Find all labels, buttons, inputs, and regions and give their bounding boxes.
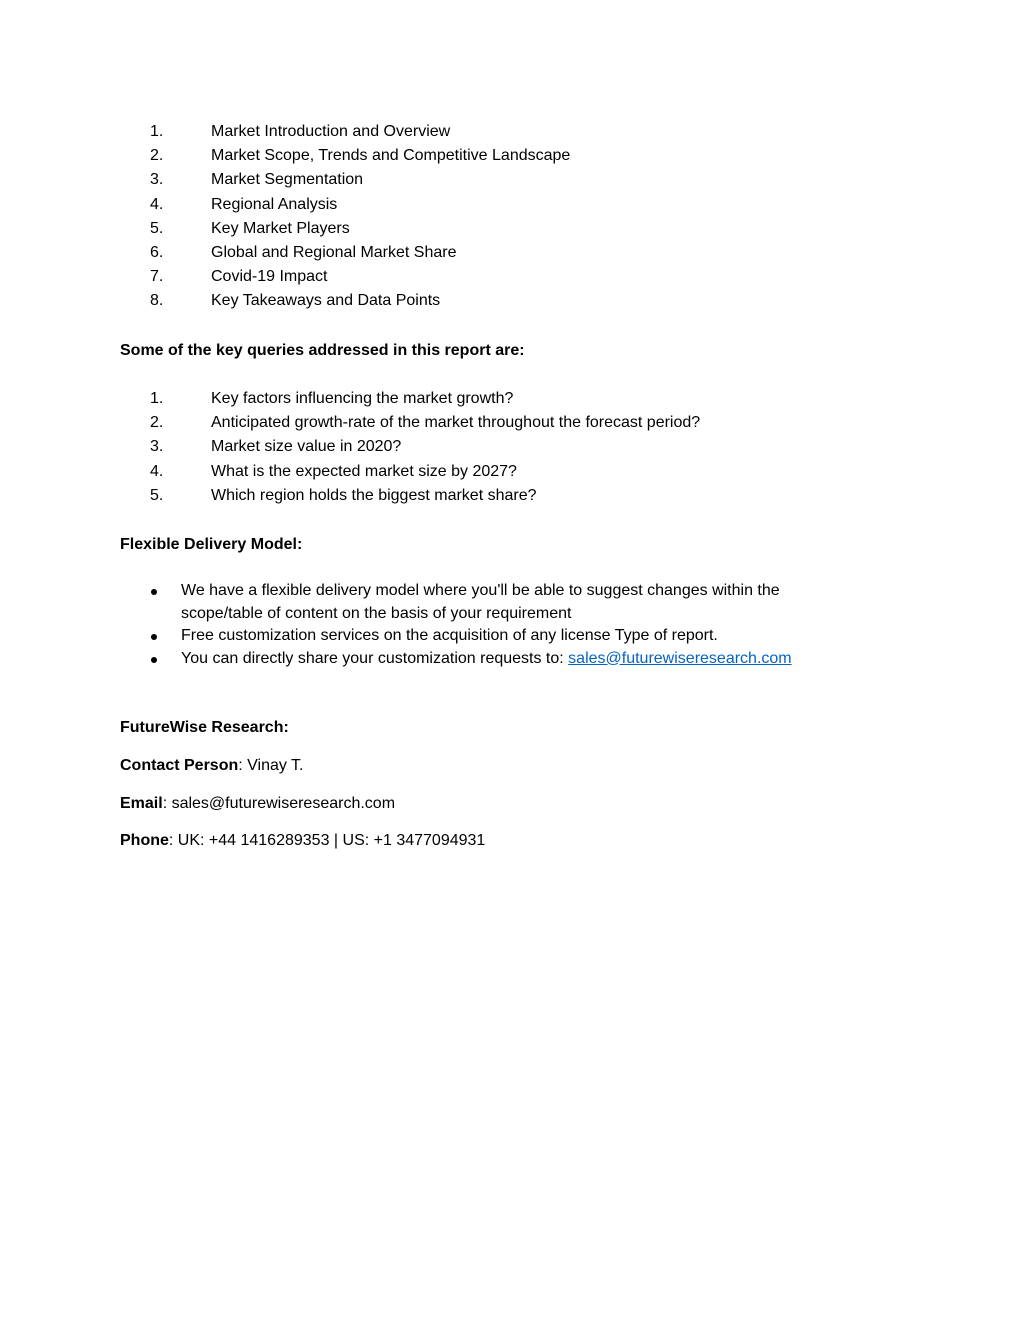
item-text: Market Introduction and Overview xyxy=(211,123,451,140)
item-number: 1. xyxy=(150,390,164,407)
item-text: Covid-19 Impact xyxy=(211,268,328,286)
item-text: Market size value in 2020? xyxy=(211,438,402,456)
item-text: Market Scope, Trends and Competitive Landscape xyxy=(211,147,571,165)
bullet-item xyxy=(0,580,831,625)
item-number: 1. xyxy=(150,123,164,140)
contact-person-label: Contact Person xyxy=(120,757,239,774)
email-label: Email xyxy=(120,795,163,812)
delivery-heading: Flexible Delivery Model: xyxy=(120,536,303,553)
item-number: 2. xyxy=(150,147,164,165)
list-item xyxy=(0,435,1024,459)
item-number: 3. xyxy=(150,438,164,456)
phone-value: : UK: +44 1416289353 | US: +1 3477094931 xyxy=(168,832,486,849)
item-text: Key Takeaways and Data Points xyxy=(211,292,441,310)
list-item xyxy=(0,387,1024,411)
phone-line xyxy=(120,829,485,853)
bullet-item xyxy=(0,648,831,671)
item-text: What is the expected market size by 2027? xyxy=(211,462,517,480)
item-number: 5. xyxy=(150,219,164,237)
queries-list xyxy=(0,387,1024,508)
contact-person-line xyxy=(120,754,303,778)
list-item xyxy=(0,265,1024,289)
bullet-item xyxy=(0,625,831,648)
item-number: 2. xyxy=(150,414,164,432)
item-text: Key Market Players xyxy=(211,219,350,237)
bullet-icon xyxy=(151,589,157,595)
queries-heading: Some of the key queries addressed in this report are: xyxy=(120,342,525,359)
item-text: Global and Regional Market Share xyxy=(211,243,457,261)
list-item xyxy=(0,241,1024,265)
list-item xyxy=(0,193,1024,217)
contact-person-value: : Vinay T. xyxy=(238,757,304,774)
item-number: 5. xyxy=(150,486,164,504)
item-text: Anticipated growth-rate of the market throughout the forecast period? xyxy=(211,414,701,432)
delivery-bullet-list xyxy=(0,580,1024,670)
list-item xyxy=(0,168,1024,192)
list-item xyxy=(0,484,1024,508)
bullet-icon xyxy=(151,634,157,640)
item-text: Key factors influencing the market growth? xyxy=(211,390,514,407)
item-text: Regional Analysis xyxy=(211,195,338,213)
list-item xyxy=(0,120,1024,144)
bullet-icon xyxy=(151,657,157,663)
list-item xyxy=(0,289,1024,313)
list-item xyxy=(0,217,1024,241)
item-text: Which region holds the biggest market share? xyxy=(211,486,537,504)
company-name: FutureWise Research: xyxy=(120,719,289,736)
email-value: : sales@futurewiseresearch.com xyxy=(162,795,396,812)
item-number: 7. xyxy=(150,268,164,286)
list-item xyxy=(0,460,1024,484)
phone-label: Phone xyxy=(120,832,169,849)
list-item xyxy=(0,411,1024,435)
bullet-text: Free customization services on the acquisition of any license Type of report. xyxy=(181,627,718,644)
item-number: 4. xyxy=(150,195,164,213)
item-number: 3. xyxy=(150,171,164,189)
item-number: 4. xyxy=(150,462,164,480)
bullet-text: You can directly share your customization requests to: xyxy=(181,649,569,667)
list-item xyxy=(0,144,1024,168)
item-number: 8. xyxy=(150,292,164,310)
email-line xyxy=(120,792,395,816)
toc-list xyxy=(0,120,1024,314)
email-link[interactable]: sales@futurewiseresearch.com xyxy=(568,649,792,667)
item-number: 6. xyxy=(150,243,164,261)
bullet-text: We have a flexible delivery model where you'll be able to suggest changes within the scope/table of content on the basis of your requirement xyxy=(181,582,780,622)
item-text: Market Segmentation xyxy=(211,171,364,189)
